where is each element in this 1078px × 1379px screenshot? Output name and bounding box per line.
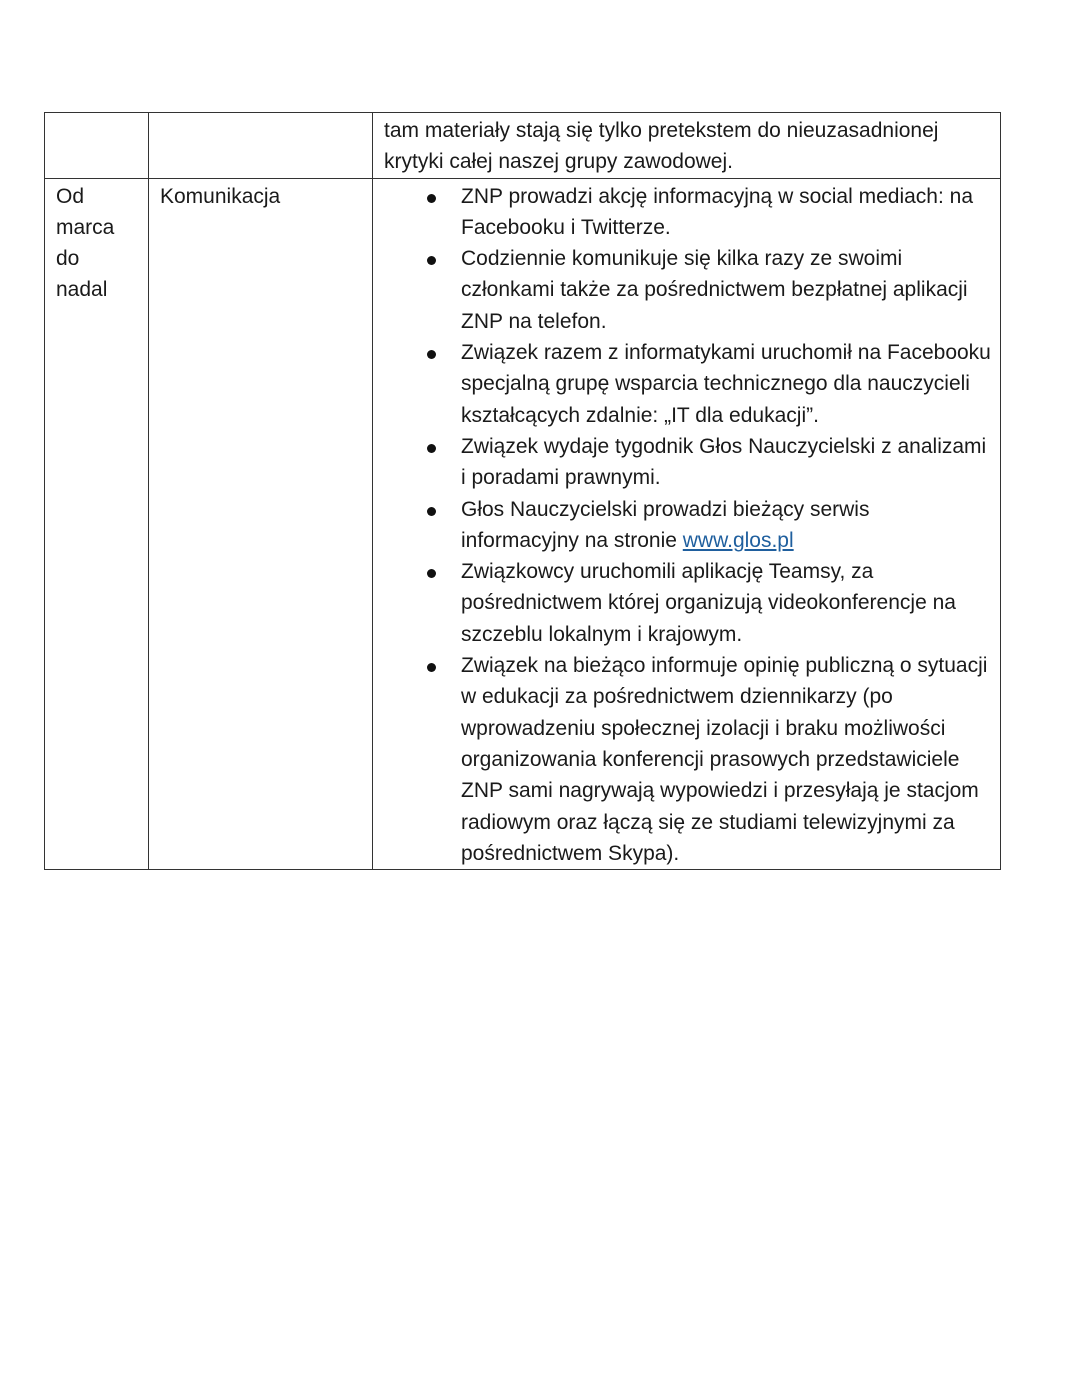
bullet-icon — [427, 663, 436, 672]
list-item: Związek wydaje tygodnik Głos Nauczycielski z analizami i poradami prawnymi. — [384, 431, 992, 494]
glos-website-link[interactable]: www.glos.pl — [682, 528, 794, 552]
category-cell — [149, 178, 373, 870]
period-label: Od marca do nadal — [56, 184, 115, 302]
activity-list — [384, 181, 992, 870]
continued-text: tam materiały stają się tylko pretekstem do nieuzasadnionej krytyki całej naszej grupy zawodowej. — [384, 119, 939, 174]
bullet-icon — [427, 256, 436, 265]
list-item: Związek razem z informatykami uruchomił na Facebooku specjalną grupę wsparcia technicznego dla nauczycieli kształcących zdalnie: „IT dla edukacji”. — [384, 337, 992, 431]
table-row — [45, 113, 1001, 179]
list-item: ZNP prowadzi akcję informacyjną w social mediach: na Facebooku i Twitterze. — [384, 181, 992, 244]
bullet-icon — [427, 507, 436, 516]
list-item: Związkowcy uruchomili aplikację Teamsy, za pośrednictwem której organizują videokonferencje na szczeblu lokalnym i krajowym. — [384, 556, 992, 650]
list-item: Głos Nauczycielski prowadzi bieżący serwis informacyjny na stronie www.glos.pl — [384, 494, 992, 557]
bullet-icon — [427, 569, 436, 578]
period-cell — [45, 178, 149, 870]
list-item: Związek na bieżąco informuje opinię publiczną o sytuacji w edukacji za pośrednictwem dziennikarzy (po wprowadzeniu społecznej izolacji i braku możliwości organizowania konferencji prasowych przedstawiciele ZNP sami nagrywają wypowiedzi i przesyłają je stacjom radiowym oraz łączą się ze studiami telewizyjnymi za pośrednictwem Skypa). — [384, 650, 992, 869]
description-cell — [373, 178, 1001, 870]
category-cell — [149, 113, 373, 179]
description-cell — [373, 113, 1001, 179]
table-row — [45, 178, 1001, 870]
category-label: Komunikacja — [160, 184, 281, 208]
bullet-icon — [427, 444, 436, 453]
bullet-icon — [427, 350, 436, 359]
activity-table — [44, 112, 1001, 870]
period-cell — [45, 113, 149, 179]
bullet-icon — [427, 194, 436, 203]
list-item: Codziennie komunikuje się kilka razy ze swoimi członkami także za pośrednictwem bezpłatnej aplikacji ZNP na telefon. — [384, 243, 992, 337]
